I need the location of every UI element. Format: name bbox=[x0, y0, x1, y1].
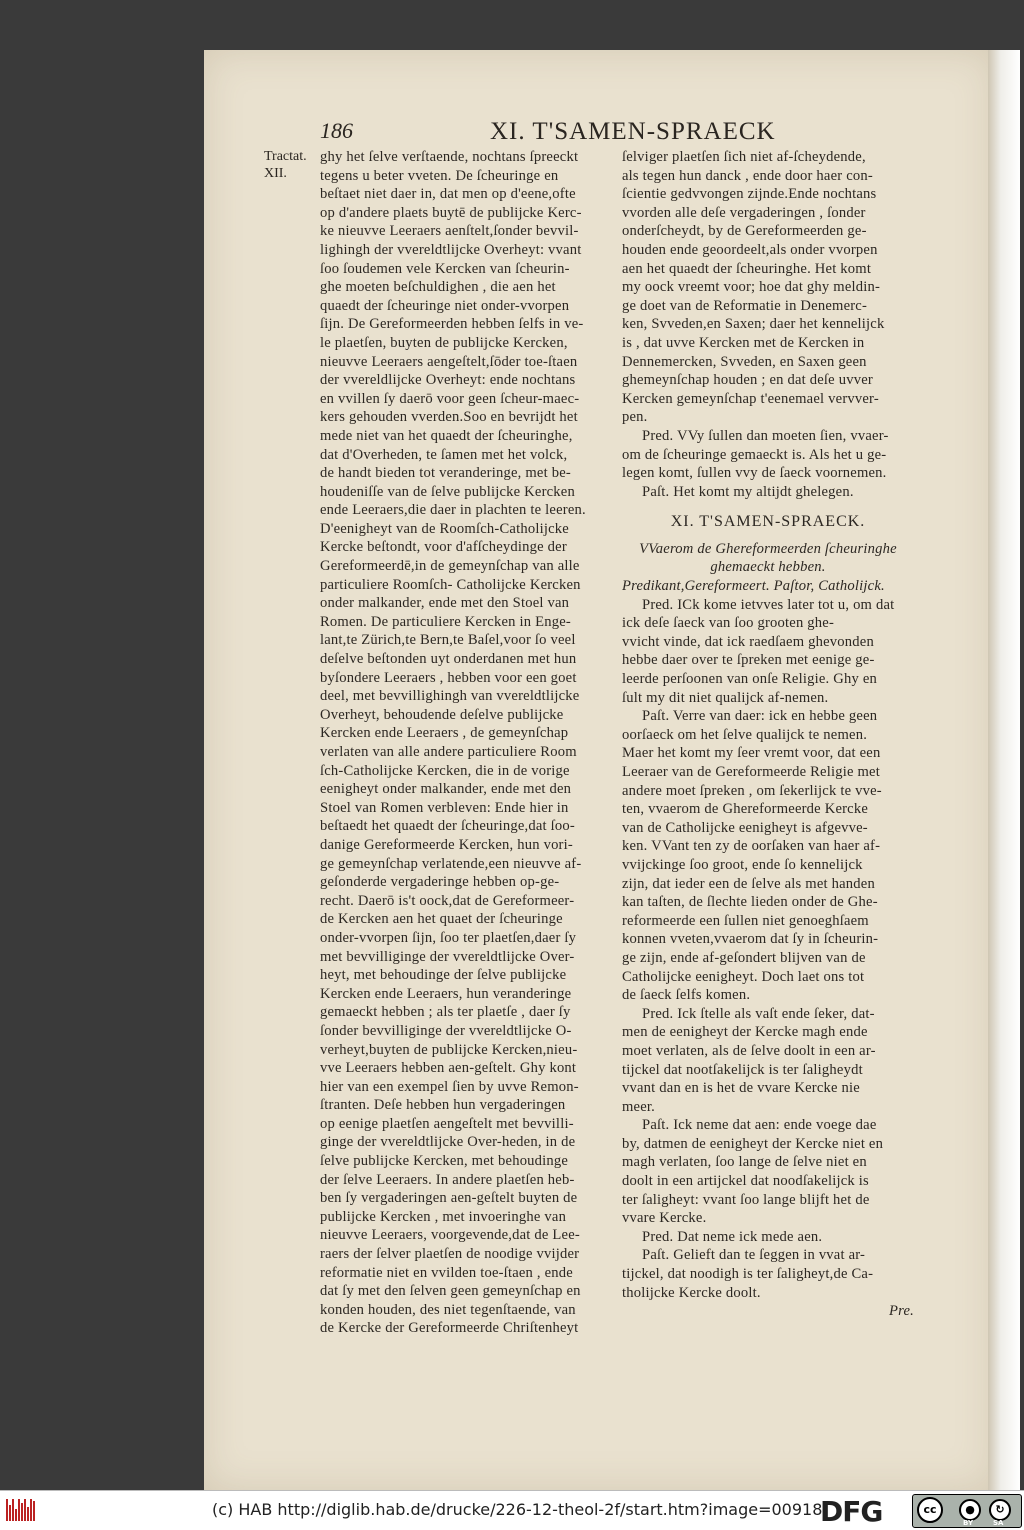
text-line: vvorden alle deſe vergaderingen , ſonder bbox=[622, 204, 866, 221]
text-line: particuliere Roomſch- Catholijcke Kercken bbox=[320, 576, 581, 593]
text-line: vvant dan en is het de vvare Kercke nie bbox=[622, 1080, 860, 1097]
text-line: zijn, dat ieder een de ſelve als met handen bbox=[622, 875, 875, 892]
text-line: mede niet van het quaedt der ſcheuringhe, bbox=[320, 427, 573, 444]
section-subtitle: VVaerom de Ghereformeerden ſcheuringhe bbox=[639, 540, 897, 557]
text-line: geſonderde vergaderinge hebben op-ge- bbox=[320, 874, 560, 891]
text-line: pen. bbox=[622, 409, 648, 426]
text-line: hebbe daer over te ſpreken met eenige ge- bbox=[622, 652, 875, 669]
dfg-logo[interactable]: DFG bbox=[820, 1495, 883, 1528]
text-line: ende Leeraers,die daer in plachten te leeren. bbox=[320, 502, 586, 519]
text-line: ken, Svveden,en Saxen; daer het kennelijck bbox=[622, 316, 885, 333]
text-line: ge doet van de Reformatie in Denemerc- bbox=[622, 297, 868, 314]
text-line: op d'andere plaets buytē de publijcke Kerc- bbox=[320, 204, 582, 221]
text-line: als tegen hun danck , ende door haer con- bbox=[622, 167, 873, 184]
text-line: der ſelve Leeraers. In andere plaetſen heb- bbox=[320, 1171, 575, 1188]
text-line: vvijckinge ſoo groot, ende ſo kennelijck bbox=[622, 856, 863, 873]
right-column-exchange bbox=[622, 427, 914, 501]
text-line: gemaeckt hebben ; als ter plaetſe , daer ſy bbox=[320, 1004, 571, 1021]
text-line: vvare Kercke. bbox=[622, 1210, 707, 1227]
running-title: XI. T'SAMEN-SPRAECK bbox=[490, 118, 776, 145]
text-line: doolt in een artijckel dat noodſakelijck is bbox=[622, 1173, 869, 1190]
text-line: met bevvilliginge der vvereldtlijcke Over- bbox=[320, 948, 575, 965]
text-line: dat ſy met den ſelven geen gemeynſchap en bbox=[320, 1283, 581, 1300]
text-line: danige Gereformeerde Kercken, hun vori- bbox=[320, 836, 573, 853]
left-column bbox=[320, 148, 612, 1338]
text-line: oorſaeck om het ſelve qualijck te nemen. bbox=[622, 726, 868, 743]
text-line: le plaetſen, buyten de publijcke Kercken, bbox=[320, 334, 568, 351]
text-line: Overheyt, behoudende deſelve publijcke bbox=[320, 706, 564, 723]
footer-bar bbox=[0, 1490, 1024, 1530]
marginal-note bbox=[264, 148, 314, 182]
section-subtitle: ghemaeckt hebben. bbox=[710, 559, 826, 576]
text-line: leerde perſoonen van onſe Religie. Ghy en bbox=[622, 671, 877, 688]
text-line: reformatie niet en vvilden toe-ſtaen , ende bbox=[320, 1264, 573, 1281]
text-line: D'eenigheyt van de Roomſch-Catholijcke bbox=[320, 520, 569, 537]
text-line: ghy het ſelve verſtaende, nochtans ſpreeckt bbox=[320, 149, 579, 165]
text-line: Pred. Dat neme ick mede aen. bbox=[642, 1228, 823, 1245]
folio-number: 186 bbox=[320, 118, 353, 143]
text-line: ſonder bevvilliginge der vvereldtlijcke O- bbox=[320, 1022, 572, 1039]
text-line: lant,te Zürich,te Bern,te Baſel,voor ſo veel bbox=[320, 632, 576, 649]
text-line: deel, met bevvillighingh van vvereldtlijcke bbox=[320, 688, 580, 705]
text-line: Gereformeerdē,in de gemeynſchap van alle bbox=[320, 558, 580, 575]
text-line: onderſcheydt, by de Gereformeerden ge- bbox=[622, 223, 867, 240]
speakers-line: Predikant,Gereformeert. Paſtor, Catholijck. bbox=[622, 578, 885, 595]
text-line: tholijcke Kercke doolt. bbox=[622, 1284, 761, 1301]
text-line: ſult my dit niet qualijck af-nemen. bbox=[622, 689, 829, 706]
text-line: ſcientie gedvvongen zijnde.Ende nochtans bbox=[622, 186, 877, 203]
text-line: reformeerde een ſullen niet genoeghſaem bbox=[622, 912, 869, 929]
text-line: de ſaeck ſelfs komen. bbox=[622, 987, 751, 1004]
text-line: kers gehouden vverden.Soo en bevrijdt het bbox=[320, 409, 578, 426]
text-line: ſtranten. Deſe hebben hun vergaderingen bbox=[320, 1097, 566, 1114]
text-line: dat d'Overheden, te ſamen met het volck, bbox=[320, 446, 568, 463]
catchword: Pre. bbox=[889, 1303, 914, 1320]
text-line: ick deſe ſaeck van ſoo grooten ghe- bbox=[622, 615, 835, 632]
text-line: om de ſcheuringe gemaeckt is. Als het u ge- bbox=[622, 446, 887, 463]
text-line: houden ende geoordeelt,als onder vvorpen bbox=[622, 241, 878, 258]
cc-icon: cc bbox=[917, 1497, 943, 1523]
text-line: verheyt,buyten de publijcke Kercken,nieu- bbox=[320, 1041, 578, 1058]
text-line: tijckel dat nootſakelijck is ter ſaligheydt bbox=[622, 1061, 863, 1078]
copyright-link[interactable]: (c) HAB http://diglib.hab.de/drucke/226-12-theol-2f/start.htm?image=00918 bbox=[212, 1500, 823, 1519]
text-line: Kercken gemeynſchap t'eenemael vervver- bbox=[622, 390, 879, 407]
text-line: konden houden, des niet tegenſtaende, van bbox=[320, 1301, 576, 1318]
text-line: ten, vvaerom de Ghereformeerde Kercke bbox=[622, 801, 869, 818]
text-line: ghemeynſchap houden ; en dat deſe uvver bbox=[622, 372, 873, 389]
text-line: hier van een exempel ſien by uvve Remon- bbox=[320, 1078, 579, 1095]
text-line: men de eenigheyt der Kercke magh ende bbox=[622, 1024, 868, 1041]
text-line: ſelviger plaetſen ſich niet af-ſcheydende, bbox=[622, 149, 866, 165]
text-line: ke nieuvve Leeraers aenſtelt,ſonder bevvil- bbox=[320, 223, 579, 240]
right-column-top-text bbox=[622, 148, 914, 427]
text-line: Leeraer van de Gereformeerde Religie met bbox=[622, 764, 880, 780]
text-line: legen komt, ſullen vvy de ſaeck voornemen. bbox=[622, 465, 887, 482]
text-line: vvicht vinde, dat ick raedſaem ghevonden bbox=[622, 633, 874, 650]
text-line: Romen. De particuliere Kercken in Enge- bbox=[320, 613, 571, 630]
text-line: publijcke Kercken , met invoeringhe van bbox=[320, 1208, 567, 1225]
cc-license-badge[interactable] bbox=[912, 1494, 1022, 1528]
text-line: andere moet ſpreken , om ſekerlijck te vve- bbox=[622, 782, 882, 799]
share-alike-icon: ↻ bbox=[989, 1499, 1011, 1521]
text-line: konnen vveten,vvaerom dat ſy in ſcheurin- bbox=[622, 931, 879, 948]
text-line: Paſt. Gelieft dan te ſeggen in vvat ar- bbox=[642, 1247, 866, 1264]
text-line: de Kercke der Gereformeerde Chriſtenheyt bbox=[320, 1320, 579, 1337]
text-line: nieuvve Leeraers aengeſtelt,ſōder toe-ſtaen bbox=[320, 353, 578, 370]
text-line: ſch-Catholijcke Kercken, die in de vorige bbox=[320, 762, 570, 779]
text-line: meer. bbox=[622, 1098, 656, 1115]
text-line: tegens u beter vveten. De ſcheuringe en bbox=[320, 167, 559, 184]
text-line: aen het quaedt der ſcheuringhe. Het komt bbox=[622, 260, 872, 277]
text-line: onder-vvorpen ſijn, ſoo ter plaetſen,daer ſy bbox=[320, 929, 577, 946]
text-line: moet verlaten, als de ſelve doolt in een ar- bbox=[622, 1042, 876, 1059]
text-line: ken. VVant ten zy de oorſaken van haer af- bbox=[622, 838, 881, 855]
text-line: byſondere Leeraers , hebben voor een goet bbox=[320, 669, 577, 686]
text-line: ſoo ſoudemen vele Kercken van ſcheurin- bbox=[320, 260, 570, 277]
cc-sa-label: SA bbox=[993, 1519, 1004, 1527]
text-line: en vvillen ſy daerō voor geen ſcheur-maec- bbox=[320, 390, 580, 407]
text-line: kan taſten, de ſlechte lieden onder de Ghe- bbox=[622, 894, 878, 911]
page-header bbox=[320, 118, 930, 148]
text-line: van de Catholijcke eenigheyt is afgevve- bbox=[622, 819, 868, 836]
text-line: Paſt. Ick neme dat aen: ende voege dae bbox=[642, 1117, 877, 1134]
cc-by-label: BY bbox=[963, 1519, 974, 1527]
text-line: tijckel, dat noodigh is ter ſaligheyt,de Ca- bbox=[622, 1266, 874, 1283]
text-line: ginge der vvereldtlijcke Over-heden, in de bbox=[320, 1134, 576, 1151]
text-line: ſelve publijcke Kercken, met behoudinge bbox=[320, 1153, 569, 1170]
text-line: ge zijn, ende af-geſondert blijven van de bbox=[622, 949, 866, 966]
hab-logo-icon[interactable] bbox=[6, 1499, 40, 1523]
text-line: beſtaet niet daer in, dat men op d'eene,ofte bbox=[320, 186, 576, 203]
text-line: deſelve beſtonden uyt onderdanen met hun bbox=[320, 651, 577, 668]
text-line: ge gemeynſchap verlatende,een nieuvve af- bbox=[320, 855, 582, 872]
by-person-icon: ● bbox=[959, 1499, 981, 1521]
text-line: Dennemercken, Svveden, en Saxen geen bbox=[622, 353, 867, 370]
text-line: raers der ſelver plaetſen de noodige vvijder bbox=[320, 1246, 580, 1263]
page-edge bbox=[988, 50, 1020, 1490]
text-line: de Kercken aen het quaet der ſcheuringe bbox=[320, 911, 563, 928]
text-line: Pred. ICk kome ietvves later tot u, om dat bbox=[642, 596, 895, 613]
text-line: magh verlaten, ſoo lange de ſelve niet en bbox=[622, 1154, 867, 1171]
text-line: nieuvve Leeraers, voorgevende,dat de Lee- bbox=[320, 1227, 580, 1244]
text-line: my oock vreemt voor; hoe dat ghy meldin- bbox=[622, 279, 881, 296]
text-line: Kercken ende Leeraers , de gemeynſchap bbox=[320, 725, 569, 742]
text-line: Maer het komt my ſeer vremt voor, dat een bbox=[622, 745, 881, 762]
text-line: Stoel van Romen verbleven: Ende hier in bbox=[320, 799, 569, 816]
text-line: Pred. VVy ſullen dan moeten ſien, vvaer- bbox=[642, 427, 889, 444]
marginal-note-line: XII. bbox=[264, 166, 287, 181]
text-line: Catholijcke eenigheyt. Doch laet ons tot bbox=[622, 968, 865, 985]
text-line: onder malkander, ende met den Stoel van bbox=[320, 595, 570, 612]
text-line: op eenige plaetſen aengeſtelt met bevvilli- bbox=[320, 1115, 574, 1132]
text-line: Pred. Ick ſtelle als vaſt ende ſeker, dat- bbox=[642, 1005, 875, 1022]
text-line: Paſt. Het komt my altijdt ghelegen. bbox=[642, 483, 854, 500]
dialogue-body bbox=[622, 596, 914, 1303]
text-line: de handt bieden tot veranderinge, met be- bbox=[320, 465, 571, 482]
text-line: Kercke beſtondt, voor d'afſcheydinge der bbox=[320, 539, 567, 556]
text-line: quaedt der ſcheuringe niet onder-vvorpen bbox=[320, 297, 570, 314]
text-line: houdeniſſe van de ſelve publijcke Kercken bbox=[320, 483, 575, 500]
text-line: Paſt. Verre van daer: ick en hebbe geen bbox=[642, 708, 878, 725]
section-heading: XI. T'SAMEN-SPRAECK. bbox=[670, 513, 866, 531]
text-line: heyt, met behoudinge der ſelve publijcke bbox=[320, 967, 567, 984]
right-column bbox=[622, 148, 914, 1321]
text-line: ben ſy vergaderingen aen-geſtelt buyten de bbox=[320, 1190, 578, 1207]
text-line: beſtaedt het quaedt der ſcheuringe,dat ſoo- bbox=[320, 818, 575, 835]
text-line: vve Leeraers hebben aen-geſtelt. Ghy kont bbox=[320, 1060, 577, 1077]
text-line: lighingh der vvereldtlijcke Overheyt: vvant bbox=[320, 241, 582, 258]
text-line: is , dat uvve Kercken met de Kercken in bbox=[622, 334, 865, 351]
text-line: verlaten van alle andere particuliere Room bbox=[320, 744, 577, 760]
text-line: Kercken ende Leeraers, hun veranderinge bbox=[320, 985, 572, 1002]
text-line: eenigheyt onder malkander, ende met den bbox=[320, 781, 572, 798]
text-line: by, datmen de eenigheyt der Kercke niet en bbox=[622, 1135, 884, 1152]
text-line: der vvereldlijcke Overheyt: ende nochtans bbox=[320, 372, 576, 389]
text-line: recht. Daerō is't oock,dat de Gereformeer- bbox=[320, 892, 575, 909]
text-line: ſijn. De Gereformeerden hebben ſelfs in ve- bbox=[320, 316, 584, 333]
text-line: ghe moeten beſchuldighen , die aen het bbox=[320, 279, 556, 296]
text-line: ter ſaligheyt: vvant ſoo lange blijft het de bbox=[622, 1191, 870, 1208]
marginal-note-line: Tractat. bbox=[264, 149, 307, 164]
